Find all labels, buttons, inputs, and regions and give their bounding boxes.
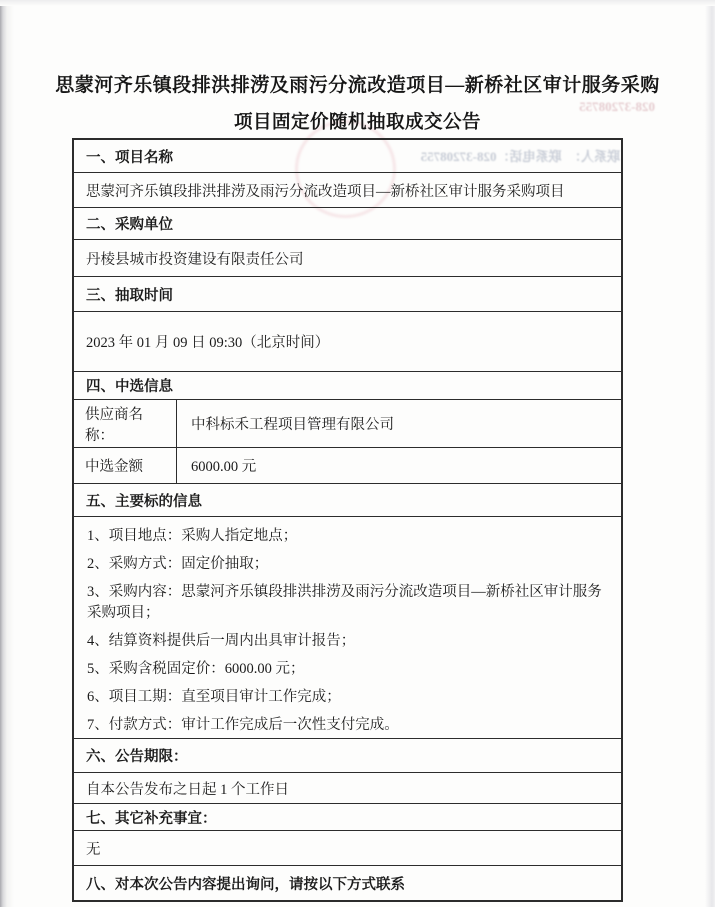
section7-header: 七、其它补充事宜：	[74, 804, 621, 831]
page-title-line1: 思蒙河齐乐镇段排洪排涝及雨污分流改造项目—新桥社区审计服务采购	[55, 75, 660, 96]
page-title-line2: 项目固定价随机抽取成交公告	[233, 113, 481, 133]
detail-item-content: 3、采购内容：思蒙河齐乐镇段排洪排涝及雨污分流改造项目—新桥社区审计服务采购项目；	[87, 584, 602, 621]
section4-header: 四、中选信息	[74, 372, 621, 400]
selected-amount-label: 中选金额	[74, 448, 177, 483]
supplier-name-value: 中科标禾工程项目管理有限公司	[191, 417, 394, 433]
detail-item-report: 4、结算资料提供后一周内出具审计报告；	[87, 633, 356, 649]
section3-header: 三、抽取时间	[74, 277, 621, 312]
section2-header: 二、采购单位	[74, 208, 621, 240]
bleedthrough-text-top: 028-37208755	[579, 99, 655, 114]
section6-value-period: 自本公告发布之日起 1 个工作日	[74, 773, 621, 804]
scan-edge-top	[0, 0, 715, 6]
section7-value-none: 无	[74, 831, 621, 866]
scan-edge-right	[705, 0, 715, 907]
section5-header: 五、主要标的信息	[74, 484, 621, 517]
bleedthrough-text-row1: 联系人： 联系电话：028-37208755	[420, 149, 620, 164]
detail-item-duration: 6、项目工期：直至项目审计工作完成；	[87, 689, 341, 705]
detail-item-fixed-price: 5、采购含税固定价：6000.00 元；	[87, 661, 305, 677]
detail-item-payment: 7、付款方式：审计工作完成后一次性支付完成。	[87, 717, 399, 733]
detail-item-location: 1、项目地点：采购人指定地点；	[87, 528, 298, 544]
announcement-table	[72, 138, 623, 902]
detail-item-method: 2、采购方式：固定价抽取；	[87, 556, 269, 572]
section1-header: 一、项目名称	[74, 140, 621, 173]
scan-edge-left	[0, 0, 14, 907]
section1-value-project-name: 思蒙河齐乐镇段排洪排涝及雨污分流改造项目—新桥社区审计服务采购项目	[74, 173, 621, 208]
supplier-name-label: 供应商名称：	[74, 400, 177, 447]
section5-detail-list	[74, 517, 621, 739]
section8-header: 八、对本次公告内容提出询问，请按以下方式联系	[86, 876, 405, 893]
section6-header: 六、公告期限：	[74, 739, 621, 773]
amount-row	[74, 448, 621, 484]
section3-value-draw-time: 2023 年 01 月 09 日 09:30（北京时间）	[74, 312, 621, 372]
supplier-row	[74, 400, 621, 448]
selected-amount-value: 6000.00 元	[191, 459, 257, 475]
section2-value-purchaser: 丹棱县城市投资建设有限责任公司	[74, 240, 621, 277]
